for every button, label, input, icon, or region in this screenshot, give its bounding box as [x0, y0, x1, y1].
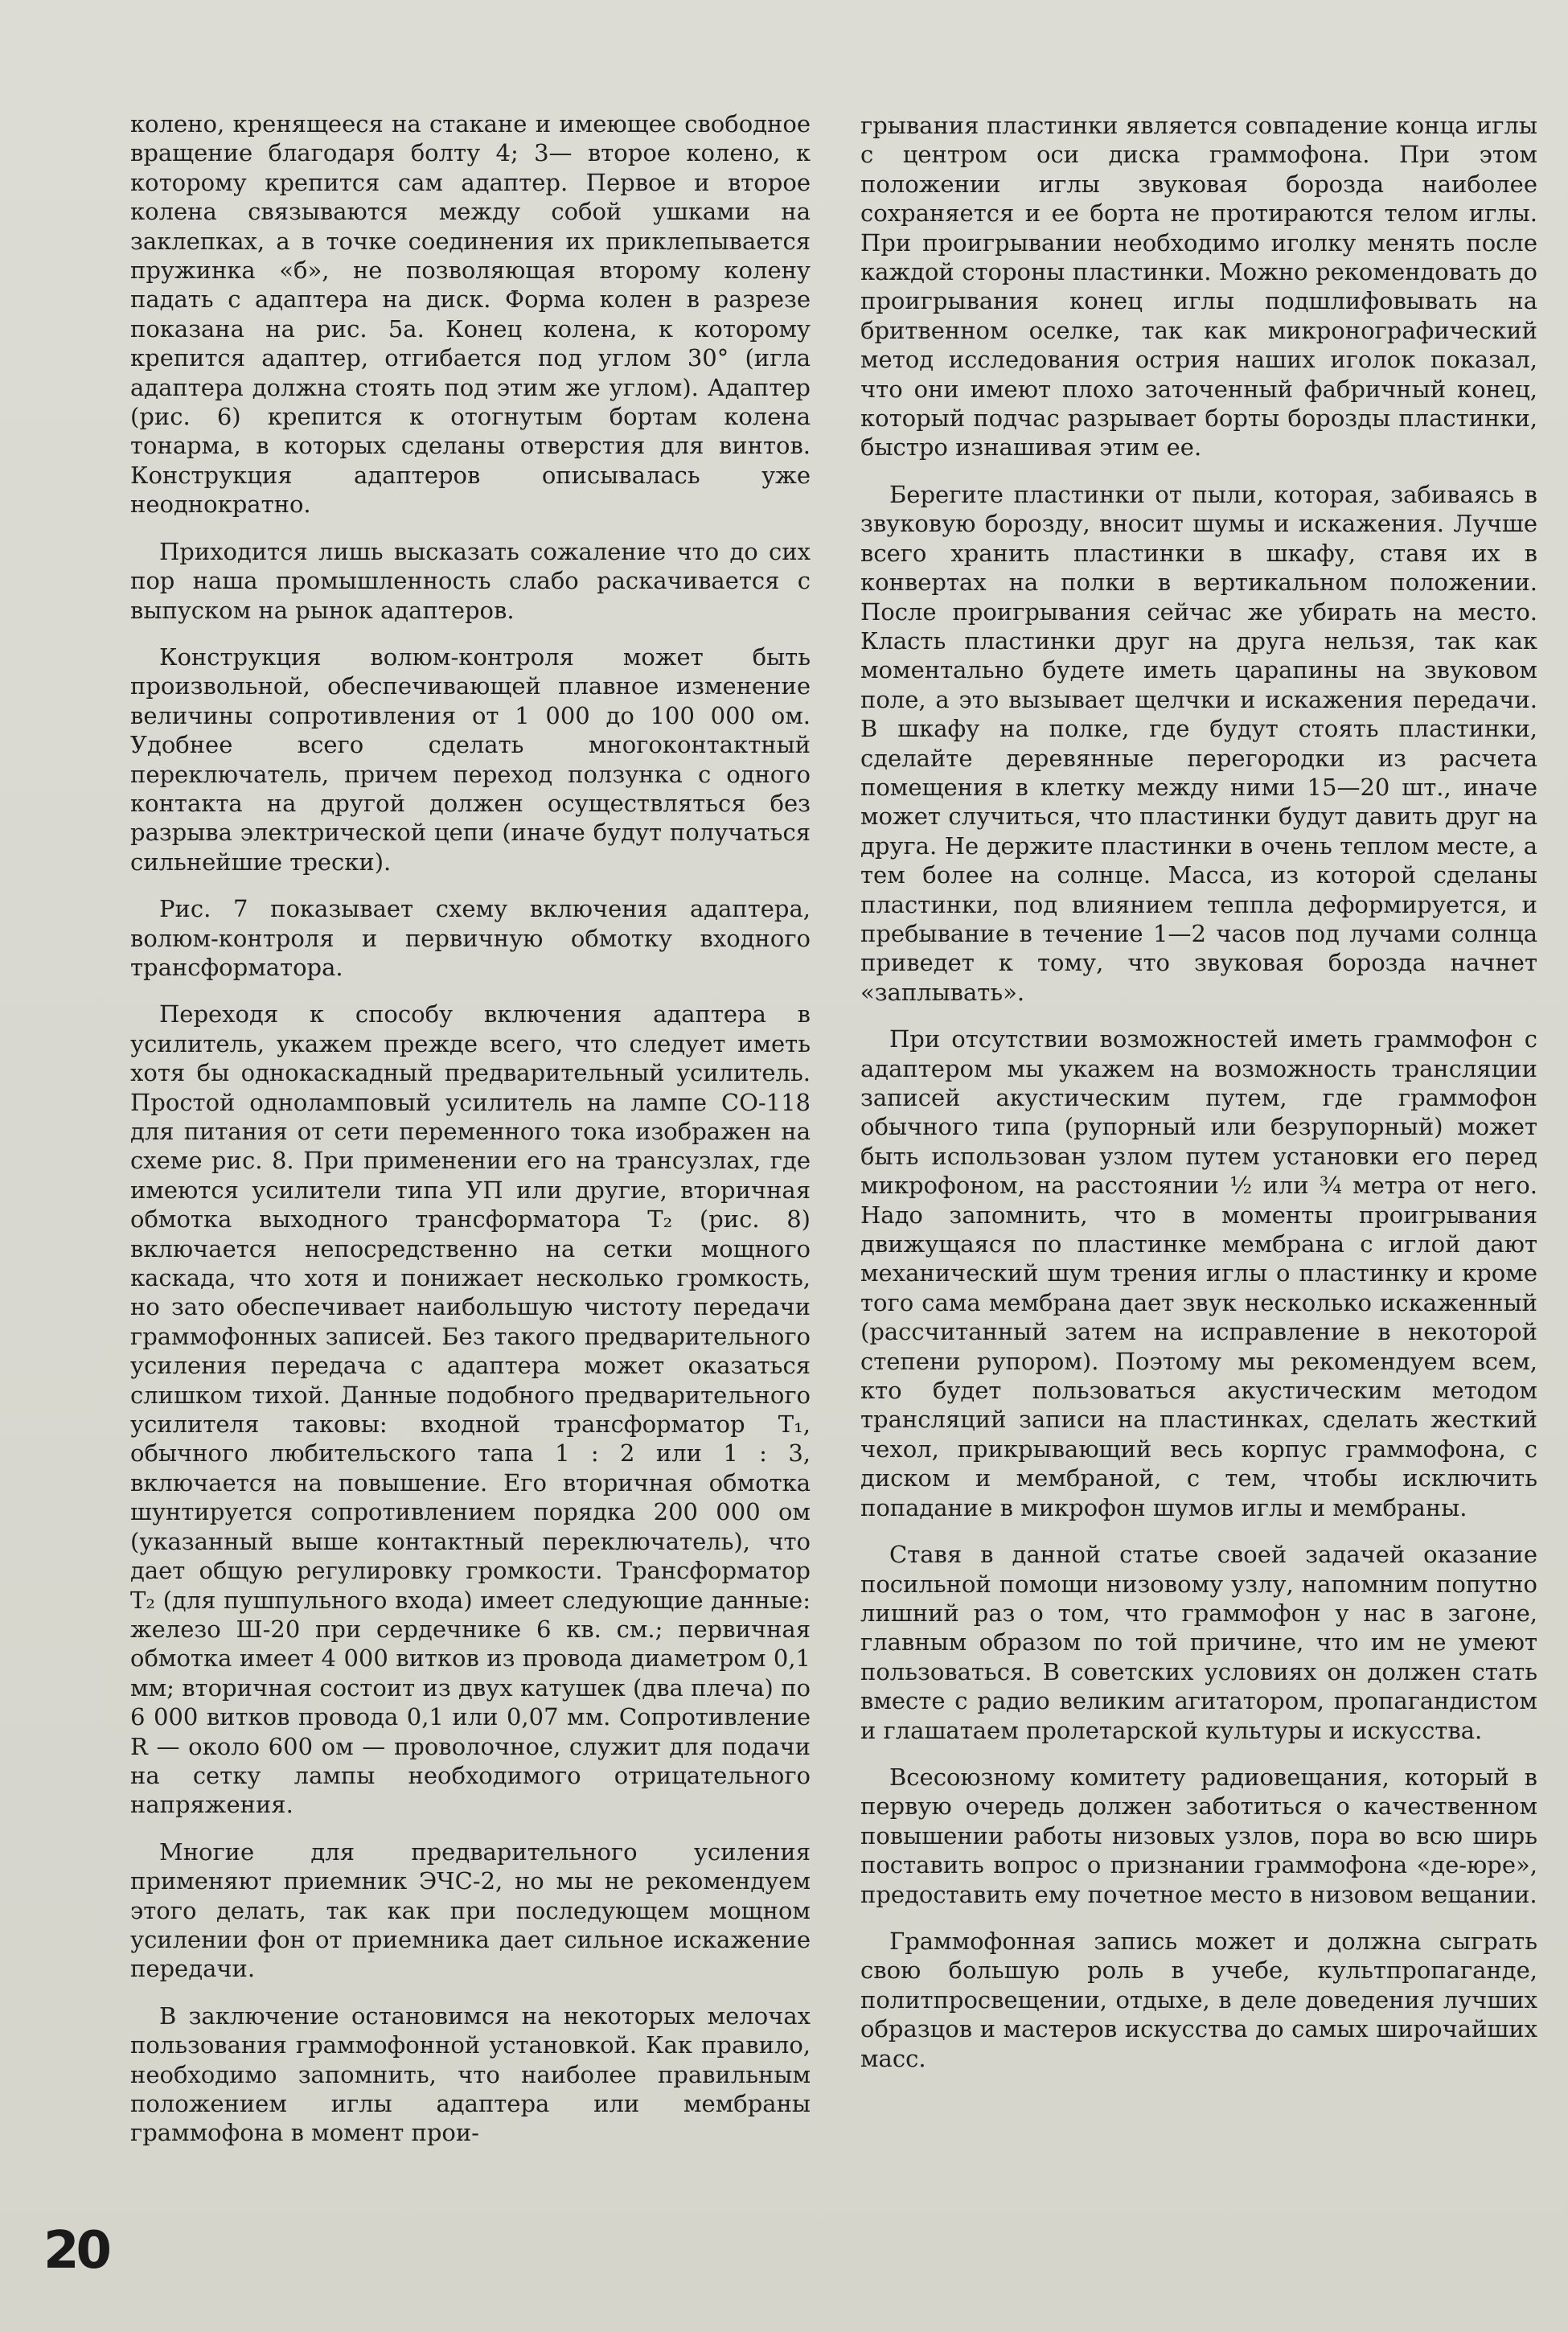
page-number: 20 [43, 2221, 109, 2281]
left-text-column [130, 109, 811, 2166]
paragraph-continuation: грывания пластинки является совпадение конца иглы с центром оси диска граммофона. При этом положении иглы звуковая борозда наиболее сохраняется и ее борта не протираются телом иглы. При проигрывании необходимо иголку менять после каждой стороны пластинки. Можно рекомендовать до проигрывания конец иглы подшлифовывать на бритвенном оселке, так как микронографический метод исследования острия наших иголок показал, что они имеют плохо заточенный фабричный конец, который подчас разрывает борты борозды пластинки, быстро изнашивая этим ее. [860, 112, 1537, 462]
paragraph: Граммофонная запись может и должна сыграть свою большую роль в учебе, культпропаганде, политпросвещении, отдыхе, в деле доведения лучших образцов и мастеров искусства до самых широчайших масс. [860, 1927, 1537, 2072]
paragraph-continuation: колено, кренящееся на стакане и имеющее свободное вращение благодаря болту 4; 3— второе колено, к которому крепится сам адаптер. Первое и второе колена связываются между собой ушками на заклепках, а в точке соединения их приклепывается пружинка «б», не позволяющая второму колену падать с адаптера на диск. Форма колен в разрезе показана на рис. 5а. Конец колена, к которому крепится адаптер, отгибается под углом 30° (игла адаптера должна стоять под этим же углом). Адаптер (рис. 6) крепится к отогнутым бортам колена тонарма, в которых сделаны отверстия для винтов. Конструкция адаптеров описывалась уже неоднократно. [130, 110, 811, 519]
paragraph: В заключение остановимся на некоторых мелочах пользования граммофонной установкой. Как правило, необходимо запомнить, что наиболее правильным положением иглы адаптера или мембраны граммофона в момент прои- [130, 2001, 811, 2147]
paragraph: Приходится лишь высказать сожаление что до сих пор наша промышленность слабо раскачивается с выпуском на рынок адаптеров. [130, 537, 811, 624]
paragraph: Переходя к способу включения адаптера в усилитель, укажем прежде всего, что следует иметь хотя бы однокаскадный предварительный усилитель. Простой одноламповый усилитель на лампе СО-118 для питания от сети переменного тока изображен на схеме рис. 8. При применении его на трансузлах, где имеются усилители типа УП или другие, вторичная обмотка выходного трансформатора Т₂ (рис. 8) включается непосредственно на сетки мощного каскада, что хотя и понижает несколько громкость, но зато обеспечивает наибольшую чистоту передачи граммофонных записей. Без такого предварительного усиления передача с адаптера может оказаться слишком тихой. Данные подобного предварительного усилителя таковы: входной трансформатор Т₁, обычного любительского тапа 1 : 2 или 1 : 3, включается на повышение. Его вторичная обмотка шунтируется сопротивлением порядка 200 000 ом (указанный выше контактный переключатель), что дает общую регулировку громкости. Трансформатор Т₂ (для пушпульного входа) имеет следующие данные: железо Ш-20 при сердечнике 6 кв. см.; первичная обмотка имеет 4 000 витков из провода диаметром 0,1 мм; вторичная состоит из двух катушек (два плеча) по 6 000 витков провода 0,1 или 0,07 мм. Сопротивление R — около 600 ом — проволочное, служит для подачи на сетку лампы необходимого отрицательного напряжения. [130, 1000, 811, 1819]
paragraph: Берегите пластинки от пыли, которая, забиваясь в звуковую борозду, вносит шумы и искажения. Лучше всего хранить пластинки в шкафу, ставя их в конвертах на полки в вертикальном положении. После проигрывания сейчас же убирать на место. Класть пластинки друг на друга нельзя, так как моментально будете иметь царапины на звуковом поле, а это вызывает щелчки и искажения передачи. В шкафу на полке, где будут стоять пластинки, сделайте деревянные перегородки из расчета помещения в клетку между ними 15—20 шт., иначе может случиться, что пластинки будут давить друг на друга. Не держите пластинки в очень теплом месте, а тем более на солнце. Масса, из которой сделаны пластинки, под влиянием теппла деформируется, и пребывание в течение 1—2 часов под лучами солнца приведет к тому, что звуковая борозда начнет «заплывать». [860, 480, 1537, 1006]
paragraph: Всесоюзному комитету радиовещания, который в первую очередь должен заботиться о качественном повышении работы низовых узлов, пора во всю ширь поставить вопрос о признании граммофона «де-юре», предоставить ему почетное место в низовом вещании. [860, 1763, 1537, 1908]
paragraph: Рис. 7 показывает схему включения адаптера, волюм-контроля и первичную обмотку входного трансформатора. [130, 895, 811, 981]
paragraph: Конструкция волюм-контроля может быть произвольной, обеспечивающей плавное изменение величины сопротивления от 1 000 до 100 000 ом. Удобнее всего сделать многоконтактный переключатель, причем переход ползунка с одного контакта на другой должен осуществляться без разрыва электрической цепи (иначе будут получаться сильнейшие трески). [130, 643, 811, 876]
right-text-column [860, 111, 1537, 2091]
paragraph: Многие для предварительного усиления применяют приемник ЭЧС-2, но мы не рекомендуем этого делать, так как при последующем мощном усилении фон от приемника дает сильное искажение передачи. [130, 1837, 811, 1983]
paragraph: При отсутствии возможностей иметь граммофон с адаптером мы укажем на возможность трансляции записей акустическим путем, где граммофон обычного типа (рупорный или безрупорный) может быть использован узлом путем установки его перед микрофоном, на расстоянии ½ или ¾ метра от него. Надо запомнить, что в моменты проигрывания движущаяся по пластинке мембрана с иглой дают механический шум трения иглы о пластинку и кроме того сама мембрана дает звук несколько искаженный (рассчитанный затем на исправление в некоторой степени рупором). Поэтому мы рекомендуем всем, кто будет пользоваться акустическим методом трансляций записи на пластинках, сделать жесткий чехол, прикрывающий весь корпус граммофона, с диском и мембраной, с тем, чтобы исключить попадание в микрофон шумов иглы и мембраны. [860, 1025, 1537, 1521]
paragraph: Ставя в данной статье своей задачей оказание посильной помощи низовому узлу, напомним попутно лишний раз о том, что граммофон у нас в загоне, главным образом по той причине, что им не умеют пользоваться. В советских условиях он должен стать вместе с радио великим агитатором, пропагандистом и глашатаем пролетарской культуры и искусства. [860, 1541, 1537, 1744]
